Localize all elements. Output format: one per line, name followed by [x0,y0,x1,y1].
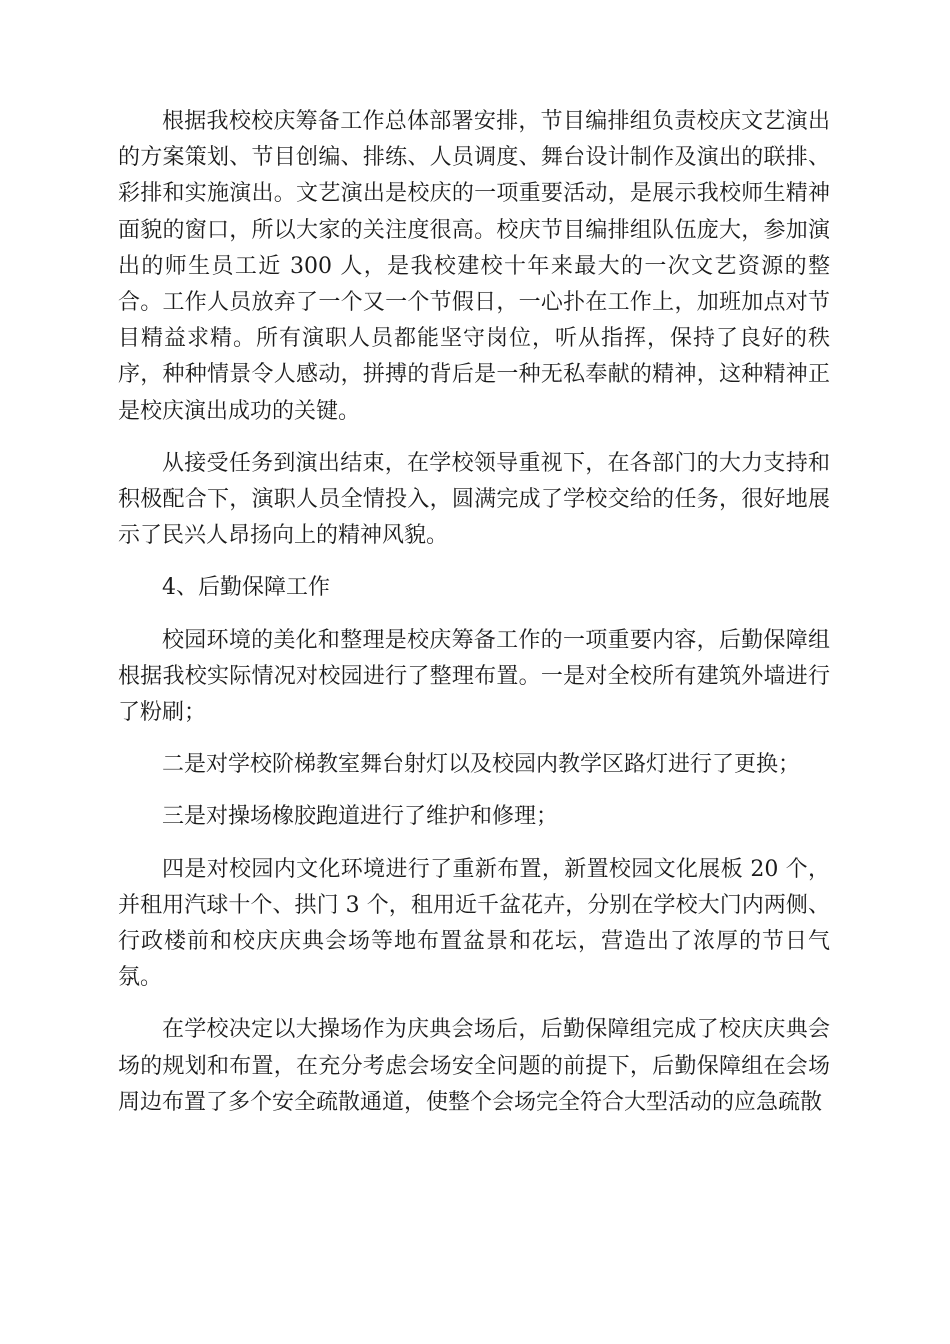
paragraph-item-two: 二是对学校阶梯教室舞台射灯以及校园内教学区路灯进行了更换； [162,752,801,778]
paragraph-campus-environment: 校园环境的美化和整理是校庆筹备工作的一项重要内容，后勤保障组根据我校实际情况对校园进行了整理布置。一是对全校所有建筑外墙进行了粉刷； [118,627,830,726]
document-page [118,104,830,1137]
section-heading-logistics: 4、后勤保障工作 [162,575,330,601]
paragraph-performance-summary: 从接受任务到演出结束，在学校领导重视下，在各部门的大力支持和积极配合下，演职人员全情投入，圆满完成了学校交给的任务，很好地展示了民兴人昂扬向上的精神风貌。 [118,450,830,549]
paragraph-item-three: 三是对操场橡胶跑道进行了维护和修理； [162,804,559,830]
paragraph-venue-layout: 在学校决定以大操场作为庆典会场后，后勤保障组完成了校庆庆典会场的规划和布置，在充分考虑会场安全问题的前提下，后勤保障组在会场周边布置了多个安全疏散通道，使整个会场完全符合大型活动的应急疏散 [118,1017,830,1115]
paragraph-performance: 根据我校校庆筹备工作总体部署安排，节目编排组负责校庆文艺演出的方案策划、节目创编、排练、人员调度、舞台设计制作及演出的联排、彩排和实施演出。文艺演出是校庆的一项重要活动，是展示我校师生精神面貌的窗口，所以大家的关注度很高。校庆节目编排组队伍庞大，参加演出的师生员工近 300 人，是我校建校十年来最大的一次文艺资源的整合。工作人员放弃了一个又一个节假日，一心扑在工作上，加班加点对节目精益求精。所有演职人员都能坚守岗位，听从指挥，保持了良好的秩序，种种情景令人感动，拼搏的背后是一种无私奉献的精神，这种精神正是校庆演出成功的关键。 [118,109,830,424]
paragraph-item-four: 四是对校园内文化环境进行了重新布置，新置校园文化展板 20 个，并租用汽球十个、拱门 3 个，租用近千盆花卉，分别在学校大门内两侧、行政楼前和校庆庆典会场等地布置盆景和花坛，营造出了浓厚的节日气氛。 [118,856,830,991]
